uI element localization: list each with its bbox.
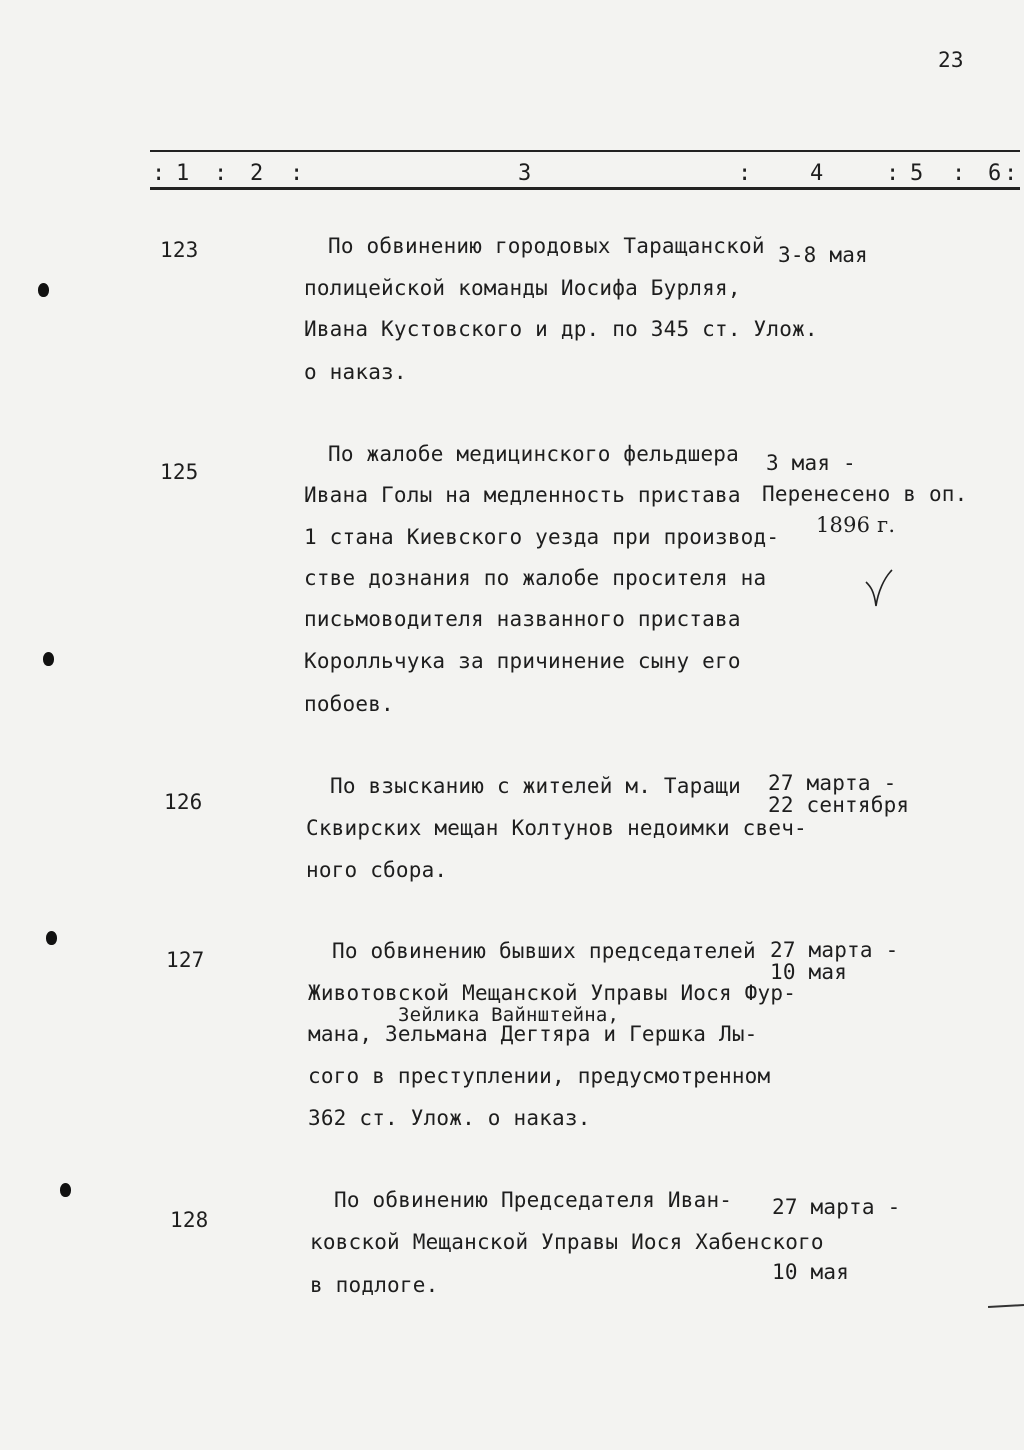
binding-hole-mark <box>38 283 49 297</box>
header-colon: : <box>214 161 228 186</box>
entry-text-line: письмоводителя названного пристава <box>304 607 741 631</box>
entry-number: 127 <box>166 948 205 972</box>
entry-text-line: По обвинению бывших председателей <box>332 939 756 963</box>
header-col-3: 3 <box>518 161 532 186</box>
entry-date: 3 мая - <box>766 451 856 475</box>
header-colon: : <box>290 161 304 186</box>
entry-note: 1896 г. <box>816 513 896 537</box>
header-col-5: 5 <box>910 161 924 186</box>
entry-text-line: побоев. <box>304 692 394 716</box>
entry-number: 125 <box>160 460 199 484</box>
entry-text-line: По обвинению городовых Таращанской <box>328 234 765 258</box>
margin-dash <box>988 1304 1024 1308</box>
entry-text-line: Королльчука за причинение сыну его <box>304 649 741 673</box>
handwritten-check-icon <box>864 568 894 608</box>
entry-number: 123 <box>160 238 199 262</box>
page-number: 23 <box>938 48 964 72</box>
header-col-4: 4 <box>810 161 824 186</box>
binding-hole-mark <box>46 931 57 945</box>
entry-text-line: ного сбора. <box>306 858 448 882</box>
entry-text-line: стве дознания по жалобе просителя на <box>304 566 767 590</box>
header-colon: : <box>886 161 900 186</box>
header-bottom-rule <box>150 187 1020 190</box>
entry-text-line: Сквирских мещан Колтунов недоимки свеч- <box>306 816 807 840</box>
header-colon: : <box>1004 161 1018 186</box>
entry-number: 126 <box>164 790 203 814</box>
header-colon: : <box>152 161 166 186</box>
binding-hole-mark <box>60 1183 71 1197</box>
entry-text-line: сого в преступлении, предусмотренном <box>308 1064 771 1088</box>
entry-text-line: Животовской Мещанской Управы Иося Фур- <box>308 981 797 1005</box>
entry-insert: Зейлика Вайнштейна, <box>398 1004 620 1026</box>
entry-text-line: По жалобе медицинского фельдшера <box>328 442 739 466</box>
header-colon: : <box>738 161 752 186</box>
entry-date: 27 марта - <box>768 771 897 795</box>
entry-text-line: Ивана Кустовского и др. по 345 ст. Улож. <box>304 317 818 341</box>
binding-hole-mark <box>43 652 54 666</box>
entry-text-line: полицейской команды Иосифа Бурляя, <box>304 276 741 300</box>
header-col-2: 2 <box>250 161 264 186</box>
entry-text-line: ковской Мещанской Управы Иося Хабенского <box>310 1230 824 1254</box>
header-col-1: 1 <box>176 161 190 186</box>
entry-text-line: Ивана Голы на медленность пристава <box>304 483 741 507</box>
entry-text-line: о наказ. <box>304 360 407 384</box>
entry-date: 10 мая <box>772 1260 850 1284</box>
entry-text-line: По взысканию с жителей м. Таращи <box>330 774 741 798</box>
header-colon: : <box>952 161 966 186</box>
entry-date: 3-8 мая <box>778 243 868 267</box>
entry-date: 27 марта - <box>770 938 899 962</box>
entry-text-line: мана, Зельмана Дегтяра и Гершка Лы- <box>308 1022 758 1046</box>
entry-date: 27 марта - <box>772 1195 901 1219</box>
entry-note: Перенесено в оп. <box>762 482 968 506</box>
header-col-6: 6 <box>988 161 1002 186</box>
header-top-rule <box>150 150 1020 152</box>
entry-number: 128 <box>170 1208 209 1232</box>
entry-text-line: По обвинению Председателя Иван- <box>334 1188 733 1212</box>
entry-text-line: в подлоге. <box>310 1273 439 1297</box>
entry-date: 22 сентября <box>768 793 910 817</box>
entry-date: 10 мая <box>770 960 848 984</box>
entry-text-line: 362 ст. Улож. о наказ. <box>308 1106 591 1130</box>
entry-text-line: 1 стана Киевского уезда при производ- <box>304 525 780 549</box>
